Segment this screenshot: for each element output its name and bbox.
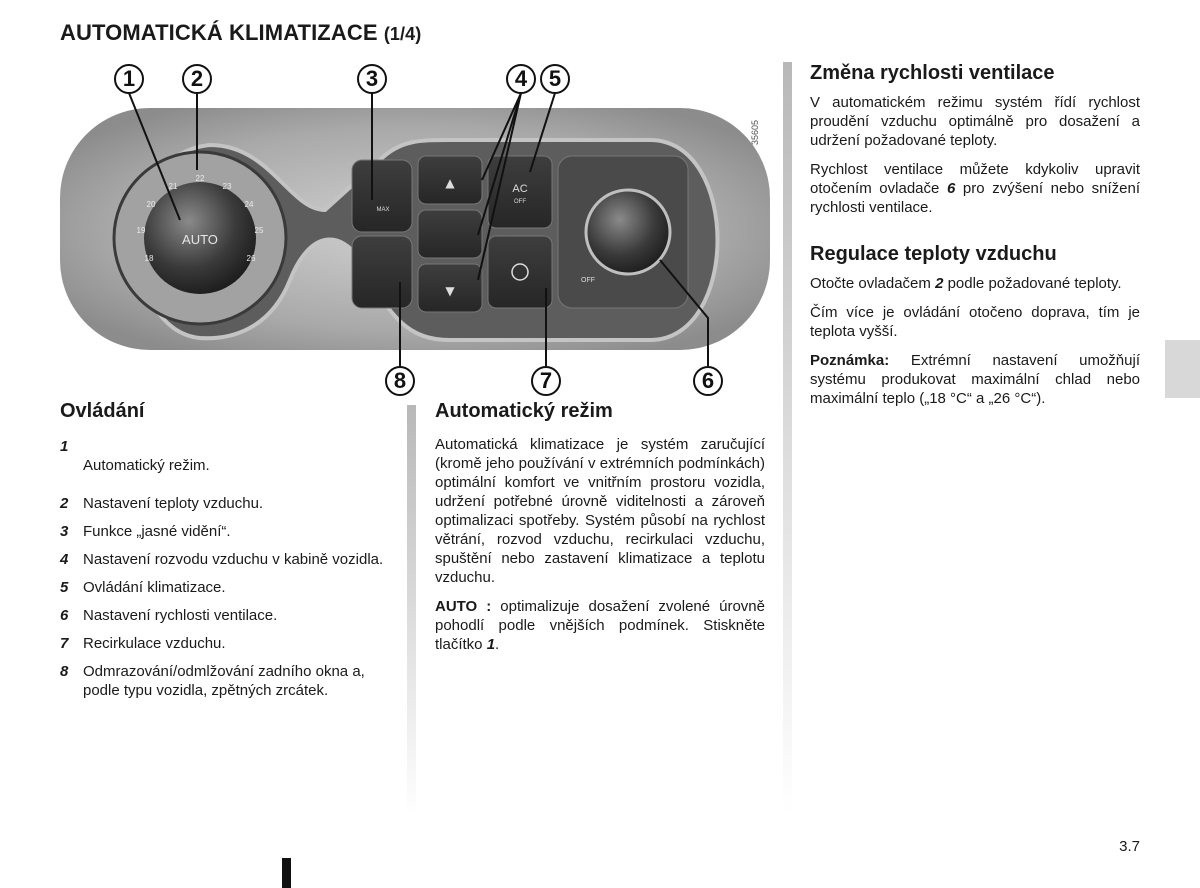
climate-control-illustration [60,60,770,400]
column-divider [407,405,416,817]
text-span: Otočte ovladačem [810,275,936,292]
legend-number: 7 [60,635,69,652]
legend-text: Nastavení rozvodu vzduchu v kabině vozidla. [83,551,384,568]
recirculation-button [488,236,552,308]
control-ref: 6 [946,180,956,197]
clear-view-button [352,160,412,232]
fan-speed-heading: Změna rychlosti ventilace [810,62,1055,84]
legend-number: 1 [60,438,69,455]
auto-mode-paragraph: Automatická klimatizace je systém zaručující (kromě jeho používání v extrémních podmínkách) optimální komfort ve vnitřním prostoru vozidla, udržení potřebné úrovně viditelnosti a zároveň optimalizaci spotřeby. Systém působí na rychlost větrání, rozvod vzduchu, recirkulaci vzduchu, spuštění nebo zastavení klimatizace a teplotu vzduchu. [435,436,765,586]
temp-tick-label: 20 [146,200,156,209]
callout-5: 5 [540,64,570,94]
legend-text: Nastavení rychlosti ventilace. [83,607,278,624]
auto-button-ref: 1 [486,636,496,653]
note-label: Poznámka: [810,352,890,369]
max-label: MAX [376,207,390,213]
callout-1: 1 [114,64,144,94]
temp-tick-label: 21 [168,182,178,191]
ac-off-label: OFF [514,199,526,205]
temp-tick-label: 18 [144,254,154,263]
legend-item [60,606,392,625]
legend-item [60,494,392,513]
callout-8: 8 [385,366,415,396]
callout-4: 4 [506,64,536,94]
controls-legend [60,400,392,709]
legend-item [60,437,392,475]
temp-tick-label: 26 [246,254,256,263]
text-span: podle požadované teploty. [943,275,1122,292]
auto-text: optimalizuje dosažení zvolené úrovně pohodlí podle vnějších podmínek. Stiskněte tlačítko [435,598,765,653]
svg-text:▲: ▲ [445,176,455,190]
note-paragraph [810,351,1140,408]
fan-speed-paragraph: V automatickém režimu systém řídí rychlost proudění vzduchu optimálně pro dosažení a udržení požadované teploty. [810,94,1140,149]
air-distribution-mode-button [418,210,482,258]
temperature-paragraph-2: Čím více je ovládání otočeno doprava, tím je teplota vyšší. [810,304,1140,340]
legend-number: 5 [60,579,69,596]
auto-text-end: . [495,636,500,653]
auto-label: AUTO [182,232,218,247]
auto-mode-section [435,400,765,664]
fan-speed-paragraph-2 [810,160,1140,217]
legend-item [60,634,392,653]
auto-term: AUTO : [435,598,492,615]
legend-item [60,578,392,597]
page-number: 3.7 [1119,838,1140,855]
temp-tick-label: 23 [222,182,232,191]
fan-speed-knob [586,190,670,274]
legend-number: 4 [60,551,69,568]
legend-item [60,550,392,569]
temp-tick-label: 19 [136,226,146,235]
callout-7: 7 [531,366,561,396]
legend-item [60,522,392,541]
legend-number: 3 [60,523,69,540]
temperature-heading: Regulace teploty vzduchu [810,243,1057,265]
legend-text: Odmrazování/odmlžování zadního okna a, podle typu vozidla, zpětných zrcátek. [83,663,365,699]
auto-description [435,597,765,654]
section-tab [1165,340,1200,398]
legend-text: Funkce „jasné vidění“. [83,523,231,540]
print-mark [282,858,291,888]
temp-tick-label: 24 [244,200,254,209]
ventilation-section [810,62,1140,418]
auto-mode-heading: Automatický režim [435,400,613,422]
temp-tick-label: 22 [195,174,205,183]
legend-number: 2 [60,495,69,512]
rear-defrost-button [352,236,412,308]
controls-heading: Ovládání [60,400,145,422]
legend-number: 6 [60,607,69,624]
temp-tick-label: 25 [254,226,264,235]
callout-2: 2 [182,64,212,94]
page-title-part: (1/4) [383,24,422,44]
legend-text: Ovládání klimatizace. [83,579,226,596]
callout-6: 6 [693,366,723,396]
note-text: Extrémní nastavení umožňují systému produkovat maximální chlad nebo maximální teplo („18 °C“ a „26 °C“). [810,352,1140,407]
legend-text: Nastavení teploty vzduchu. [83,495,264,512]
legend-text: Recirkulace vzduchu. [83,635,226,652]
legend-number: 8 [60,663,69,680]
text-span: pro zvýšení nebo snížení rychlosti ventilace. [810,180,1141,216]
column-divider [783,62,792,814]
ac-label: AC [512,183,528,195]
text-span: Rychlost ventilace můžete kdykoliv upravit otočením ovladače [810,161,1140,197]
temperature-paragraph [810,274,1140,293]
page-title: AUTOMATICKÁ KLIMATIZACE (1/4) [60,20,422,45]
legend-text: Automatický režim. [83,457,210,474]
legend-item [60,662,392,700]
svg-text:▼: ▼ [445,284,455,298]
off-label: OFF [581,277,595,284]
control-ref: 2 [935,275,944,292]
callout-3: 3 [357,64,387,94]
figure-code: 35605 [750,120,760,146]
